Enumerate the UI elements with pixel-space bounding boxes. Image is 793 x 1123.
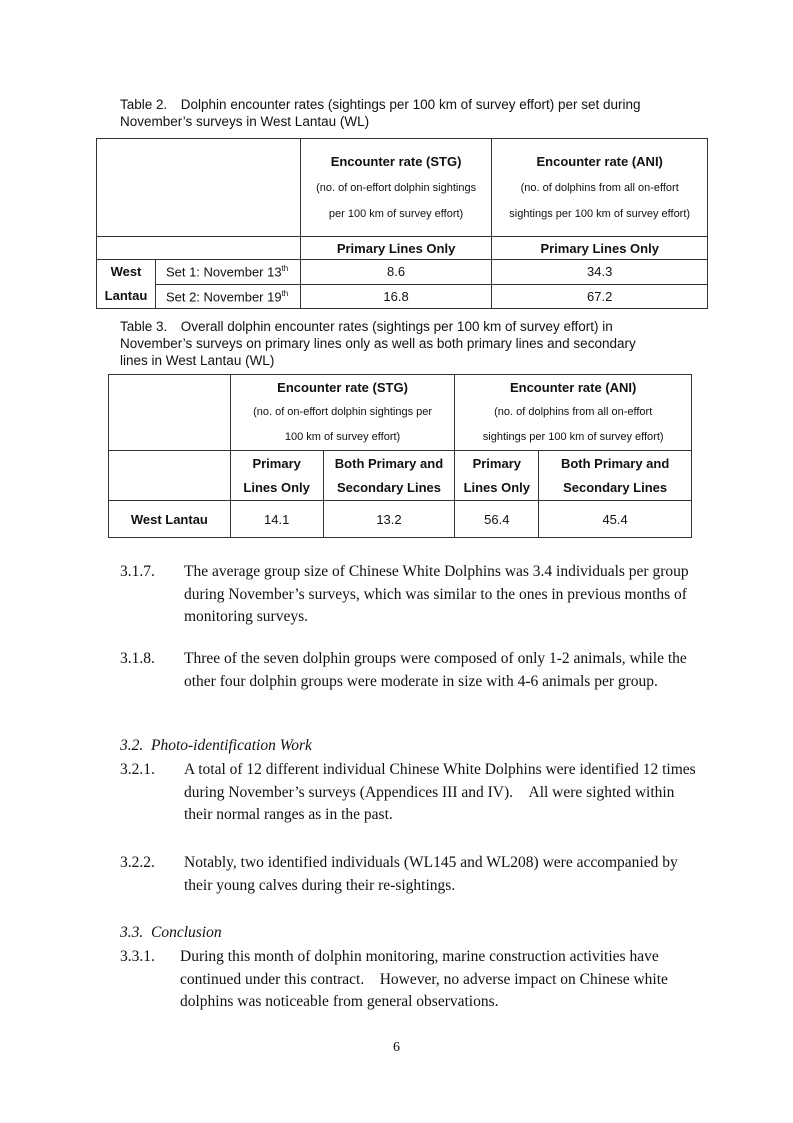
table2-ani-title: Encounter rate (ANI) <box>536 153 663 169</box>
table3-caption: Table 3. Overall dolphin encounter rates (sightings per 100 km of survey effort) in November’s surveys on primary lines only as well as both primary lines and secondary lines in West Lantau (WL) <box>120 319 636 368</box>
table3-ani-title: Encounter rate (ANI) <box>509 380 637 395</box>
paragraph-text: Three of the seven dolphin groups were composed of only 1-2 animals, while the other four dolphin groups were moderate in size with 4-6 animals per group. <box>184 650 687 690</box>
paragraph-text: A total of 12 different individual Chinese White Dolphins were identified 12 times during November’s surveys (Appendices III and IV). All were sighted within their normal ranges as in the past. <box>184 761 696 823</box>
table3-empty-header <box>109 375 231 451</box>
paragraph-3-1-8 <box>120 648 720 718</box>
table2-stg-header <box>300 139 492 237</box>
page-number: 6 <box>393 1040 400 1055</box>
table3-val-ani-primary: 56.4 <box>455 501 539 538</box>
table3-empty-subheader <box>109 451 231 501</box>
section-heading-conclusion: 3.3. Conclusion <box>120 924 222 941</box>
paragraph-3-2-2 <box>120 852 720 900</box>
table2-row1-set <box>155 260 300 285</box>
table3-ani-header <box>455 375 692 451</box>
table3-col-stg-primary <box>230 451 323 501</box>
table2-area-line2: Lantau <box>104 288 148 303</box>
table2-empty-subheader <box>97 237 301 260</box>
paragraph-3-3-1 <box>120 946 720 1016</box>
paragraph-text: The average group size of Chinese White Dolphins was 3.4 individuals per group during November’s surveys, which was similar to the ones in previous months of monitoring surveys. <box>184 563 689 625</box>
table3-ani-both-l1: Both Primary and <box>560 455 670 471</box>
paragraph-text: Notably, two identified individuals (WL145 and WL208) were accompanied by their young calves during their re-sightings. <box>184 854 678 894</box>
paragraph-3-2-1 <box>120 759 720 829</box>
paragraph-number: 3.2.2. <box>120 854 155 871</box>
table2-area-line1: West <box>110 264 142 279</box>
table2-row1-stg: 8.6 <box>300 260 492 285</box>
table3-stg-sub2: 100 km of survey effort) <box>284 431 401 443</box>
table2-stg-sub1: (no. of on-effort dolphin sightings <box>316 181 477 194</box>
table3-stg-primary-l1: Primary <box>252 455 301 471</box>
table2-ani-header <box>492 139 708 237</box>
paragraph-text: During this month of dolphin monitoring, marine construction activities have continued under this contract. However, no adverse impact on Chinese white dolphins was noticeable from general observations. <box>180 948 668 1010</box>
table3-ani-primary-l2: Lines Only <box>463 479 531 495</box>
paragraph-3-1-7 <box>120 561 720 631</box>
table2-row2-stg: 16.8 <box>300 284 492 309</box>
table2-col-ani: Primary Lines Only <box>492 237 708 260</box>
paragraph-number: 3.1.7. <box>120 563 155 580</box>
table2-row2-ani: 67.2 <box>492 284 708 309</box>
table2-ani-sub2: sightings per 100 km of survey effort) <box>509 207 691 220</box>
table3-val-stg-both: 13.2 <box>323 501 455 538</box>
table2-col-stg: Primary Lines Only <box>300 237 492 260</box>
table2-row2-sup: th <box>281 288 289 298</box>
table2-row1-sup: th <box>281 264 289 274</box>
table2-row1-ani: 34.3 <box>492 260 708 285</box>
table2-empty-header <box>97 139 301 237</box>
table3-val-stg-primary: 14.1 <box>230 501 323 538</box>
table2-row2-set-text: Set 2: November 19 <box>165 288 282 304</box>
table3-stg-sub1: (no. of on-effort dolphin sightings per <box>253 406 433 418</box>
table3-ani-sub1: (no. of dolphins from all on-effort <box>494 406 653 418</box>
table3-val-ani-both: 45.4 <box>539 501 692 538</box>
table3-stg-primary-l2: Lines Only <box>243 479 310 495</box>
table2-area-label <box>97 260 156 309</box>
table3-stg-both-l1: Both Primary and <box>334 455 444 471</box>
table3-stg-header <box>230 375 455 451</box>
table2-row1-set-text: Set 1: November 13 <box>165 264 282 280</box>
table2-stg-title: Encounter rate (STG) <box>330 153 462 169</box>
paragraph-number: 3.2.1. <box>120 761 155 778</box>
paragraph-number: 3.3.1. <box>120 948 155 965</box>
table3-col-ani-both <box>539 451 692 501</box>
table3-stg-both-l2: Secondary Lines <box>336 479 441 495</box>
table3-stg-title: Encounter rate (STG) <box>277 380 408 395</box>
table2-row2-set <box>155 284 300 309</box>
section-heading-photo-id: 3.2. Photo-identification Work <box>120 737 312 754</box>
paragraph-number: 3.1.8. <box>120 650 155 667</box>
table2-caption: Table 2. Dolphin encounter rates (sightings per 100 km of survey effort) per set during November’s surveys in West Lantau (WL) <box>120 97 641 129</box>
table2-ani-sub1: (no. of dolphins from all on-effort <box>520 181 679 194</box>
table2-stg-sub2: per 100 km of survey effort) <box>328 207 464 220</box>
table3-col-stg-both <box>323 451 455 501</box>
table3-ani-primary-l1: Primary <box>472 455 521 471</box>
table3-col-ani-primary <box>455 451 539 501</box>
table3-ani-sub2: sightings per 100 km of survey effort) <box>482 431 664 443</box>
table3-row-label: West Lantau <box>109 501 231 538</box>
table3 <box>108 374 692 538</box>
table2 <box>96 138 708 309</box>
table3-ani-both-l2: Secondary Lines <box>563 479 668 495</box>
